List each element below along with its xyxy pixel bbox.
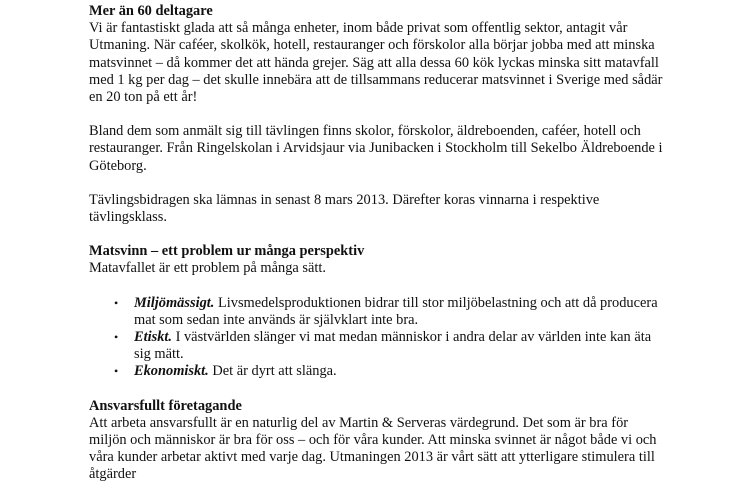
list-item-text: Det är dyrt att slänga. <box>208 363 337 380</box>
spacer <box>89 226 669 243</box>
spacer <box>89 106 669 123</box>
list-item-term: Etiskt. <box>134 329 172 346</box>
heading-matsvinn: Matsvinn – ett problem ur många perspektiv <box>89 243 365 260</box>
heading-ansvarsfullt: Ansvarsfullt företagande <box>89 397 242 414</box>
paragraph-participants: Bland dem som anmält sig till tävlingen finns skolor, förskolor, äldreboenden, caféer, hotell och restauranger. Från Ringelskolan i Arvidsjaur via Junibacken i Stockholm till Sekelbo Äldreboende i Göteborg. <box>89 123 663 174</box>
document-page <box>89 3 669 484</box>
list-item <box>89 329 669 363</box>
paragraph-intro: Vi är fantastiskt glada att så många enheter, inom både privat som offentlig sektor, antagit vår Utmaning. När caféer, skolkök, hotell, restauranger och förskolor alla börjar jobba med att minska matsvinnet – då kommer det att hända grejer. Säg att alla dessa 60 kök lyckas minska sitt matavfall med 1 kg per dag – det skulle innebära att de tillsammans reducerar matsvinnet i Sverige med sådär en 20 ton på ett år! <box>89 20 663 106</box>
list-item-term: Ekonomiskt. <box>134 363 209 380</box>
paragraph-deadline: Tävlingsbidragen ska lämnas in senast 8 mars 2013. Därefter koras vinnarna i respektive tävlingsklass. <box>89 191 600 226</box>
list-item-term: Miljömässigt. <box>134 294 215 311</box>
bullet-icon: • <box>114 295 119 310</box>
spacer <box>89 381 669 398</box>
list-item <box>89 295 669 329</box>
list-item-text: I västvärlden slänger vi mat medan människor i andra delar av världen inte kan äta sig mätt. <box>134 329 652 363</box>
spacer <box>89 175 669 192</box>
bullet-icon: • <box>114 330 119 345</box>
perspective-list <box>89 295 669 381</box>
paragraph-responsibility: Att arbeta ansvarsfullt är en naturlig del av Martin & Serveras värdegrund. Det som är bra för miljön och människor är bra för oss – och för våra kunder. Att minska svinnet är något både vi och våra kunder arbetar aktivt med varje dag. Utmaningen 2013 är vårt sätt att ytterligare stimulera till åtgärder <box>89 414 657 483</box>
list-item <box>89 363 669 380</box>
spacer <box>89 278 669 295</box>
paragraph-problem-intro: Matavfallet är ett problem på många sätt. <box>89 260 326 277</box>
list-item-text: Livsmedelsproduktionen bidrar till stor miljöbelastning och att då producera mat som sedan inte används är självklart inte bra. <box>134 294 658 328</box>
heading-deltagare: Mer än 60 deltagare <box>89 3 213 19</box>
bullet-icon: • <box>114 364 119 379</box>
